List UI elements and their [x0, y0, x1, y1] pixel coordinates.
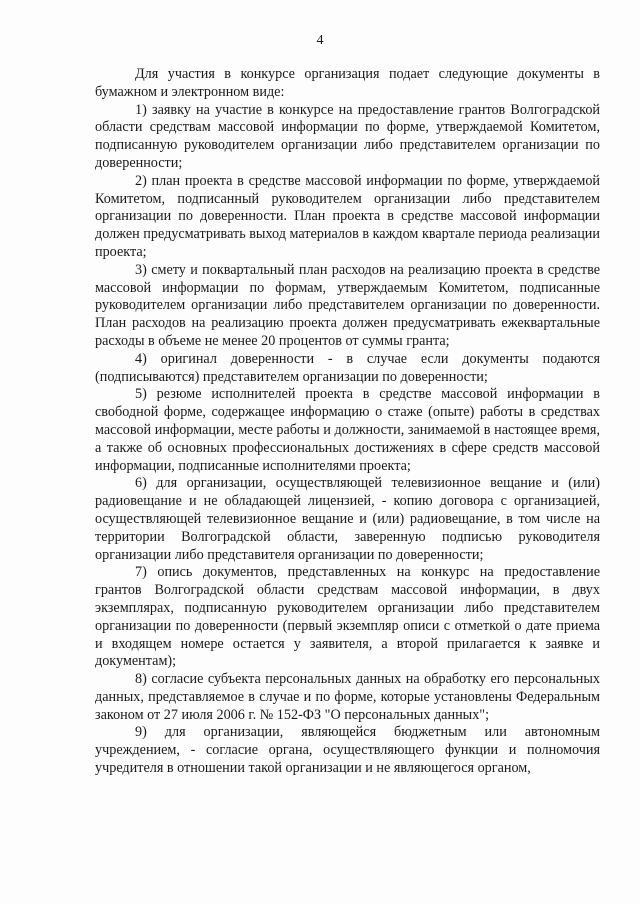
list-item-number: 7): [135, 564, 147, 581]
list-item-number: 1): [135, 101, 147, 118]
list-item-text: резюме исполнителей проекта в средстве массовой информации в свободной форме, содержащее информацию о стаже (опыте) работы в средствах массовой информации, месте работы и должности, занимаемой в настоящее время, а также об основных профессиональных достижениях в сфере средств массовой информации, подписанные исполнителями проекта;: [95, 386, 601, 474]
list-item-8: [95, 671, 600, 724]
list-item-text: план проекта в средстве массовой информации по форме, утверждаемой Комитетом, подписанный руководителем организации либо представителем организации по доверенности. План проекта в средстве массовой информации должен предусматривать выход материалов в каждом квартале периода реализации проекта;: [95, 172, 600, 260]
list-item-number: 9): [135, 724, 147, 741]
list-item-4: [95, 351, 600, 387]
list-item-text: опись документов, представленных на конкурс на предоставление грантов Волгоградской области средствам массовой информации, в двух экземплярах, подписанную руководителем организации либо представителем организации по доверенности (первый экземпляр описи с отметкой о дате приема и входящем номере остается у заявителя, а второй прилагается к заявке и документам);: [95, 564, 600, 670]
list-item-2: [95, 173, 600, 262]
list-item-6: [95, 475, 600, 564]
list-item-text: согласие субъекта персональных данных на обработку его персональных данных, представляемое в случае и по форме, которые установлены Федеральным законом от 27 июля 2006 г. № 152-ФЗ "О персональных данных";: [95, 671, 601, 723]
list-item-text: оригинал доверенности - в случае если документы подаются (подписываются) представителем организации по доверенности;: [95, 350, 601, 385]
intro-paragraph: Для участия в конкурсе организация подает следующие документы в бумажном и электронном виде:: [95, 66, 600, 100]
list-item-number: 4): [135, 350, 147, 367]
page-number: 4: [316, 33, 324, 48]
list-item-number: 2): [135, 172, 147, 189]
list-item-text: смету и поквартальный план расходов на реализацию проекта в средстве массовой информации по формам, утверждаемым Комитетом, подписанные руководителем организации либо представителем организации по доверенности. План расходов на реализацию проекта должен предусматривать ежеквартальные расходы в объеме не менее 20 процентов от суммы гранта;: [95, 261, 600, 349]
list-item-text: для организации, являющейся бюджетным или автономным учреждением, - согласие органа, осуществляющего функции и полномочия учредителя в отношении такой организации и не являющегося органом,: [95, 724, 600, 777]
list-item-number: 3): [135, 261, 147, 278]
document-body: [95, 66, 600, 778]
list-item-text: для организации, осуществляющей телевизионное вещание и (или) радиовещание и не обладающей лицензией, - копию договора с организацией, осуществляющей телевизионное вещание и (или) радиовещание, в том числе на территории Волгоградской области, заверенную подписью руководителя организации либо представителя организации по доверенности;: [95, 475, 601, 563]
list-item-number: 8): [135, 671, 147, 688]
list-item-5: [95, 386, 600, 475]
list-item-7: [95, 564, 600, 671]
list-item-1: [95, 102, 600, 173]
list-item-number: 5): [135, 386, 147, 403]
list-item-9: [95, 724, 600, 777]
list-item-text: заявку на участие в конкурсе на предоставление грантов Волгоградской области средствам массовой информации по форме, утверждаемой Комитетом, подписанную руководителем организации либо представителем организации по доверенности;: [95, 101, 601, 171]
list-item-number: 6): [135, 475, 147, 492]
list-item-3: [95, 262, 600, 351]
